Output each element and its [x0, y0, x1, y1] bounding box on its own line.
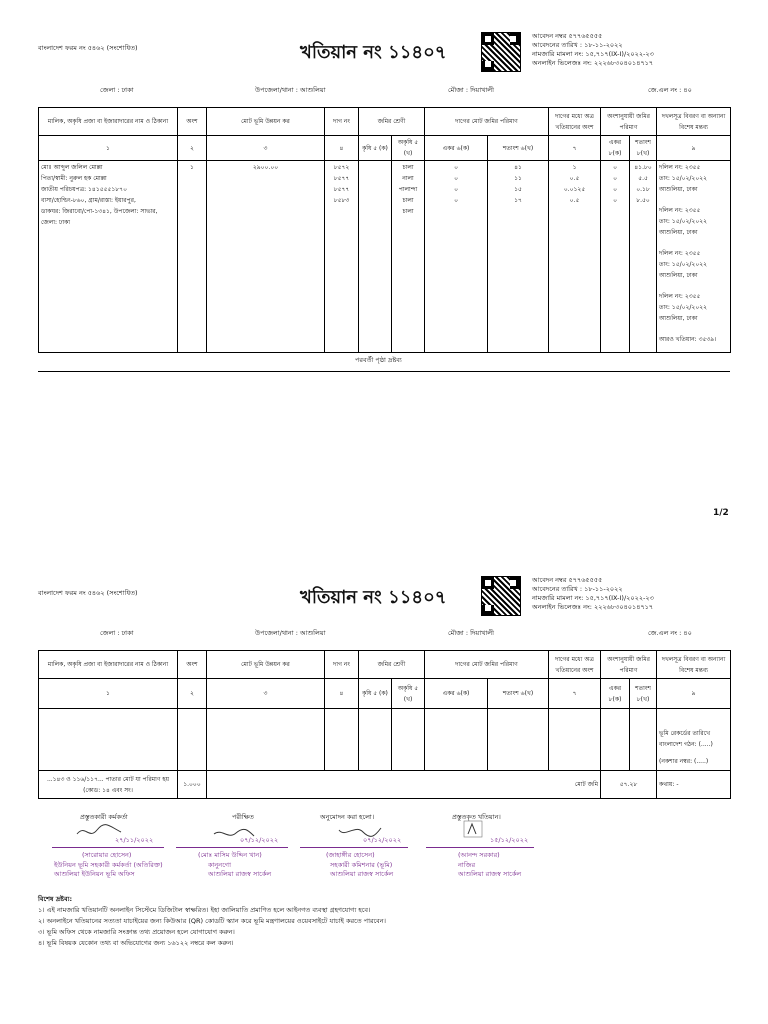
header-tax: মোট ভূমি উন্নয়ন কর [207, 108, 325, 136]
jl-number: জে.এল নং : ৪০ [648, 86, 692, 94]
sign-role-2: কানুনগো আশুলিয়া রাজস্ব সার্কেল [208, 861, 272, 878]
tax-in-words: কথায়: - [657, 771, 731, 799]
sign-name-4: (আনন্দ সরকার) [458, 851, 500, 859]
sign-role-1: ইউনিয়ন ভূমি সহকারী কর্মকর্তা (অতিরিক্ত) আশুলিয়া ইউনিয়ন ভূমি অফিস [54, 861, 163, 878]
total-acres: ০ ০ ০ ০ [425, 161, 488, 353]
header-total-land: দাগের মোট জমির পরিমাণ [425, 108, 549, 136]
owner-share: ১ [178, 161, 207, 353]
sign-name-1: (সারোয়ার হোসেন) [82, 851, 132, 859]
sign-date-4: ১৫/১২/২০২২ [490, 836, 529, 844]
sign-line-3 [300, 847, 408, 848]
note-1: ১। এই নামজারি খতিয়ানটি অনলাইন সিস্টেমে ডিজিটাল স্বাক্ষরিত। ইহা জালিয়াতি প্রমাণিত হলে আইনগত ব্যবস্থা গ্রহণযোগ্য হবে। [38, 906, 371, 914]
note-4: ৪। ভূমি বিষয়ক যেকোন তথ্য বা অভিযোগের জন্য ১৬১২২ নম্বরে কল করুন। [38, 939, 234, 947]
sign-date-3: ০৭/১২/২০২২ [363, 836, 402, 844]
col-num-6b: শতাংশ ৬(খ) [488, 136, 549, 161]
sign-date-2: ০৭/১২/২০২২ [240, 836, 279, 844]
sign-line-1 [52, 847, 164, 848]
special-notes [38, 895, 728, 948]
col-num-8b: শতাংশ ৮(খ) [630, 136, 657, 161]
sign-title-3: অনুমোদন করা হলো। [320, 813, 375, 821]
col-num-5b: অকৃষি ৫ (খ) [392, 136, 425, 161]
application-meta-2: আবেদন নম্বর ৫৭৭৬৫৫৫৫ আবেদনের তারিখ : ১৮-১১-২০২২ নামজারি মামলা নং: ১৫,৭১৭(IX-I)/২০২২-২৩ অনলাইন ভিলেজঃ নং: ২২২৬৮৩০৪০১৪৭১৭ [532, 576, 654, 611]
sign-role-4: নাজির আশুলিয়া রাজস্ব সার্কেল [458, 861, 522, 878]
total-cents: ৪১ ১১ ১৫ ১৭ [488, 161, 549, 353]
header-owner: মালিক, অকৃষি প্রজা বা ইজারাদারের নাম ও ঠিকানা [39, 108, 178, 136]
owner-tax: ২৯০০.০০ [207, 161, 325, 353]
header-land-class: জমির শ্রেণী [359, 108, 425, 136]
header-remarks: দখলসূত্র বিবরণ বা অন্যান্য বিশেষ মন্তব্য [657, 108, 731, 136]
note-2: ২। অনলাইনে খতিয়ানের সত্যতা যাচাইয়ের জন্য কিউআর (QR) কোডটি স্ক্যান করে ভূমি মন্ত্রণালয়ের ওয়েবসাইটে যাচাই করতে পারবেন। [38, 917, 386, 925]
sum-label: ...১৪৩ ও ১১৬/১১৭... পাতার মোট যা পরিমাণ হয় (কোড: ১৪ এবং সং। [39, 771, 178, 799]
dag-numbers: ৮৫৭২ ৮৫৭৭ ৮৫৭৭ ৮৫৮৩ [325, 161, 359, 353]
khatian-table-page2: মালিক, অকৃষি প্রজা বা ইজারাদারের নাম ও ঠিকানা অংশ মোট ভূমি উন্নয়ন কর দাগ নং জমির শ্রেণী দাগের মোট জমির পরিমাণ দাগের মধ্যে অত্র খতিয়ানের অংশ অংশানুযায়ী জমির পরিমাণ দখলসূত্র বিবরণ বা অন্যান্য বিশেষ মন্তব্য ১ ২ ৩ ৪ কৃষি ৫ (ক) অকৃষি ৫ (খ) একর ৬(ক) শতাংশ ৬(খ) ৭ একর ৮(ক) শতাংশ ৮(খ) ৯ ভূমি রেকর্ডের তারিখে বাংলাদেশ গঠন: (.....) (নকশার নম্বর: (.....) ...১৪৩ ও ১১৬/১১৭... পাতার মোট যা পরিমাণ হয় (কোড: ১৪ এবং সং। ১.০০০ মোট জমি ৫৭.২৮ কথায়: - [38, 650, 731, 799]
remarks-column: দলিল নং: ২৩৫৫ তাং: ১৫/০২/২০২২ আশুলিয়া, ঢাকা দলিল নং: ২৩৫৫ তাং: ১৫/০২/২০২২ আশুলিয়া, ঢাকা দলিল নং: ২৩৫৫ তাং: ১৫/০২/২০২২ আশুলিয়া, ঢাকা দলিল নং: ২৩৫৫ তাং: ১৫/০২/২০২২ আশুলিয়া, ঢাকা আরও খতিয়ান: ৩৫৩৯। [657, 161, 731, 353]
sign-line-2 [176, 847, 288, 848]
note-3: ৩। ভূমি অফিস থেকে নামজারি সংক্রান্ত তথ্য প্রয়োজন হলে যোগাযোগ করুন। [38, 928, 235, 936]
col-num-1: ১ [39, 136, 178, 161]
upazila-2: উপজেলা/থানা : আশুলিয়া [255, 629, 326, 637]
district-2: জেলা : ঢাকা [100, 629, 134, 637]
page-divider [38, 371, 730, 372]
application-meta: আবেদন নম্বর ৫৭৭৬৫৫৫৫ আবেদনের তারিখ : ১৮-১১-২০২২ নামজারি মামলা নং: ১৫,৭১৭(IX-I)/২০২২-২৩ অনলাইন ভিলেজঃ নং: ২২২৬৮৩০৪০১৪৭১৭ [532, 32, 654, 67]
col-num-5a: কৃষি ৫ (ক) [359, 136, 392, 161]
area-acres: ০ ০ ০ ০ [601, 161, 630, 353]
col-num-4: ৪ [325, 136, 359, 161]
owner-details: মোঃ আব্দুল জলিল মোল্লা পিতা/স্বামী: নুরুল হক মোল্লা জাতীয় পরিচয়পত্র: ১৪১৫৫৫১৮৭০ বাসা/হোল্ডিং-৮৬০, গ্রাম/রাস্তা: ইয়ারপুর, ডাকঘর: জিরাবো/পো-১৩৪১, উপজেলা: সাভার, জেলা: ঢাকা [39, 161, 178, 353]
sign-role-3: সহকারী কমিশনার (ভূমি) আশুলিয়া রাজস্ব সার্কেল [330, 861, 394, 878]
form-number-2: বাংলাদেশ ফরম নং ৫৪৬২ (সংশোধিত) [38, 589, 138, 597]
sum-share: ১.০০০ [178, 771, 207, 799]
area-cents: ৪১.৮০ ৫.৫ ০.১৮ ৮.৫০ [630, 161, 657, 353]
col-num-3: ৩ [207, 136, 325, 161]
sign-name-2: (মোঃ মাসিম উদ্দিন খান) [198, 851, 262, 859]
sign-title-4: প্রস্তুতকৃত খতিয়ান। [452, 813, 501, 821]
nonagri-class: চালা নালা পালান্দা চালা চালা [392, 161, 425, 353]
header-portion: দাগের মধ্যে অত্র খতিয়ানের অংশ [549, 108, 601, 136]
total-land-label: মোট জমি [207, 771, 601, 799]
sign-line-4 [426, 847, 534, 848]
sign-title-1: প্রস্তুতকারী কর্মকর্তা [80, 813, 128, 821]
jl-number-2: জে.এল নং : ৪০ [648, 629, 692, 637]
col-num-9: ৯ [657, 136, 731, 161]
notes-title: বিশেষ দ্রষ্টব্য: [38, 895, 73, 903]
remarks-column-2: ভূমি রেকর্ডের তারিখে বাংলাদেশ গঠন: (.....) (নকশার নম্বর: (.....) [657, 709, 731, 771]
col-num-6a: একর ৬(ক) [425, 136, 488, 161]
khatian-title: খতিয়ান নং ১১৪০৭ [300, 42, 447, 63]
portion-values: ১ ০.৫ ০.০১২৫ ০.৫ [549, 161, 601, 353]
header-dag: দাগ নং [325, 108, 359, 136]
col-num-2: ২ [178, 136, 207, 161]
qr-code-2 [481, 576, 521, 616]
mouza: মৌজা : দিয়াখালী [448, 86, 494, 94]
header-share: অংশ [178, 108, 207, 136]
agri-class [359, 161, 392, 353]
mouza-2: মৌজা : দিয়াখালী [448, 629, 494, 637]
sign-date-1: ২৭/১১/২০২২ [115, 836, 154, 844]
col-num-8a: একর ৮(ক) [601, 136, 630, 161]
sign-name-3: (জাহাঙ্গীর হোসেন) [326, 851, 375, 859]
page-number: 1/2 [713, 508, 729, 518]
upazila: উপজেলা/থানা : আশুলিয়া [255, 86, 326, 94]
form-number: বাংলাদেশ ফরম নং ৫৪৬২ (সংশোধিত) [38, 44, 138, 52]
qr-code [481, 32, 521, 72]
header-area: অংশানুযায়ী জমির পরিমাণ [601, 108, 657, 136]
col-num-7: ৭ [549, 136, 601, 161]
district: জেলা : ঢাকা [100, 86, 134, 94]
continued-note: পরবর্তী পৃষ্ঠা দ্রষ্টব্য [355, 356, 402, 364]
khatian-table-page1 [38, 107, 731, 353]
khatian-title-2: খতিয়ান নং ১১৪০৭ [300, 587, 447, 608]
total-land-value: ৫৭.২৮ [601, 771, 657, 799]
sign-title-2: পরীক্ষিত [232, 813, 254, 821]
